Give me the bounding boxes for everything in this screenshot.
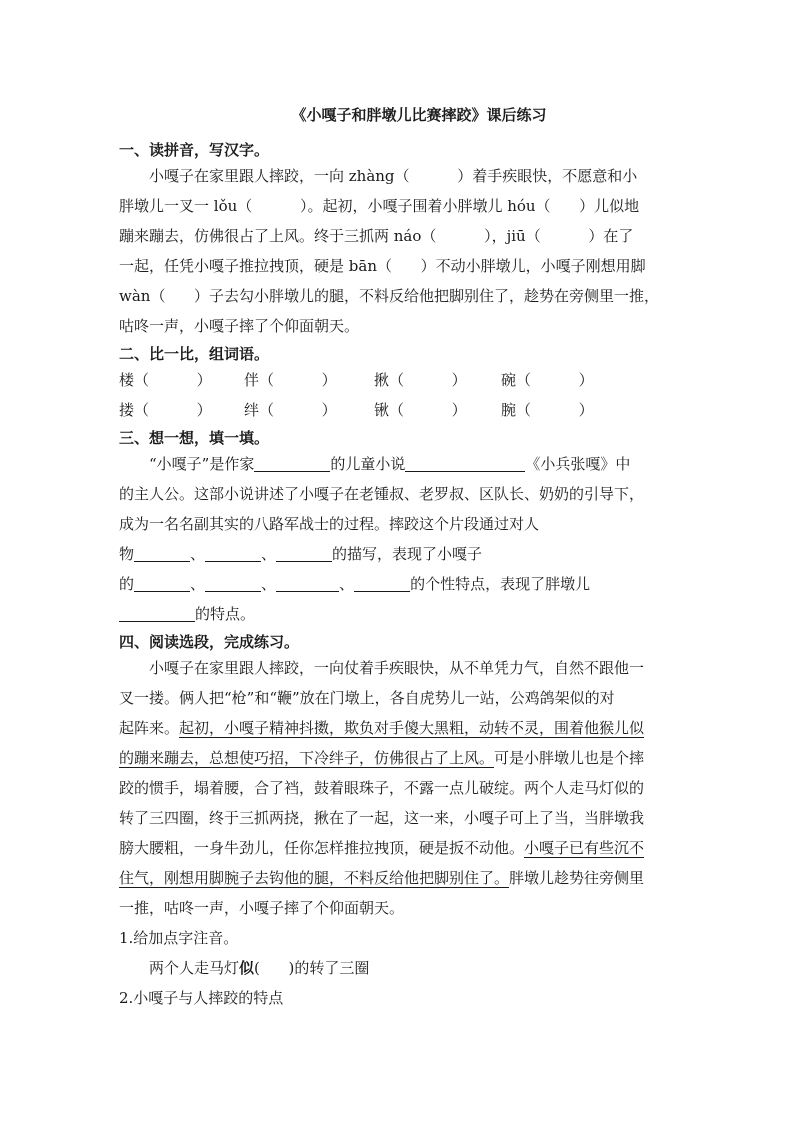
separator: 、 (190, 545, 206, 563)
section3-text: 物 (119, 545, 135, 563)
worksheet-content (119, 104, 679, 1013)
section1-line-1: 小嘎子在家里跟人摔跤，一向 zhàng（ ）着手疾眼快，不愿意和小 (149, 167, 638, 185)
section1-line-5: wàn（ ）子去勾小胖墩儿的腿，不料反给他把脚别住了，趁势在旁侧里一推， (119, 287, 660, 305)
passage-line-5: 跤的惯手，塌着腰，合了裆，鼓着眼珠子，不露一点儿破绽。两个人走马灯似的 (119, 779, 645, 797)
section1-line-4: 一起，任凭小嘎子推拉拽顶，硬是 bān（ ）不动小胖墩儿，小嘎子刚想用脚 (119, 257, 646, 275)
description-blank-1[interactable] (134, 545, 190, 562)
trait-blank-4[interactable] (354, 575, 410, 592)
section3-line-1 (119, 449, 679, 479)
word-compare-row-1 (119, 365, 679, 395)
pangdun-trait-blank[interactable] (119, 605, 195, 622)
section3-text: 的儿童小说 (330, 455, 406, 473)
trait-blank-3[interactable] (276, 575, 339, 592)
question-1-item (119, 953, 679, 983)
author-blank[interactable] (254, 455, 330, 472)
dotted-character: 似 (239, 959, 255, 977)
compare-cell: 锹（ ） (374, 401, 467, 419)
section4-heading: 四、阅读选段，完成练习。 (119, 633, 300, 651)
novel-type-blank[interactable] (405, 455, 525, 472)
section3-text: 的个性特点，表现了胖墩儿 (410, 575, 591, 593)
compare-cell: 伴（ ） (244, 371, 337, 389)
passage-text: 胖墩儿趁势往旁侧里 (509, 869, 645, 887)
section3-text: 的描写，表现了小嘎子 (332, 545, 483, 563)
section3-line-5 (119, 569, 679, 599)
passage-line-4 (119, 743, 679, 773)
compare-cell: 碗（ ） (501, 371, 594, 389)
question-1: 1.给加点字注音。 (119, 929, 239, 947)
section1-line-3: 蹦来蹦去，仿佛很占了上风。终于三抓两 náo（ ），jiū（ ）在了 (119, 227, 634, 245)
passage-line-7 (119, 833, 679, 863)
passage-text: 可是小胖墩儿也是个摔 (494, 749, 645, 767)
section2-heading: 二、比一比，组词语。 (119, 345, 270, 363)
passage-line-6: 转了三四圈，终于三抓两挠，揪在了一起，这一来，小嘎子可上了当，当胖墩我 (119, 809, 645, 827)
description-blank-3[interactable] (276, 545, 332, 562)
section3-line-3: 成为一名名副其实的八路军战士的过程。摔跤这个片段通过对人 (119, 515, 540, 533)
underlined-passage: 的蹦来蹦去，总想使巧招，下冷绊子，仿佛很占了上风。 (119, 749, 495, 767)
compare-cell: 绊（ ） (244, 401, 337, 419)
section1-line-2: 胖墩儿一叉一 lǒu（ ）。起初，小嘎子围着小胖墩儿 hóu（ ）儿似地 (119, 197, 640, 215)
trait-blank-2[interactable] (205, 575, 261, 592)
compare-cell: 腕（ ） (501, 401, 594, 419)
section3-line-6 (119, 599, 679, 629)
separator: 、 (261, 575, 277, 593)
compare-cell: 揪（ ） (374, 371, 467, 389)
description-blank-2[interactable] (205, 545, 261, 562)
compare-cell: 搂（ ） (119, 401, 212, 419)
separator: 、 (261, 545, 277, 563)
passage-line-2: 叉一搂。俩人把“枪”和“鞭”放在门墩上，各自虎势儿一站，公鸡鸽架似的对 (119, 689, 615, 707)
underlined-passage: 起初，小嘎子精神抖擞，欺负对手傻大黑粗，动转不灵，围着他猴儿似 (179, 719, 645, 737)
passage-text: 起阵来。 (119, 719, 180, 737)
underlined-passage: 小嘎子已有些沉不 (524, 839, 645, 857)
page-title: 《小嘎子和胖墩儿比赛摔跤》课后练习 (291, 106, 547, 124)
section3-text: 《小兵张嘎》中 (525, 455, 631, 473)
word-compare-row-2 (119, 395, 679, 425)
section3-text: 的特点。 (195, 605, 256, 623)
passage-line-9: 一推，咕咚一声，小嘎子摔了个仰面朝天。 (119, 899, 405, 917)
compare-cell: 楼（ ） (119, 371, 212, 389)
section3-heading: 三、想一想，填一填。 (119, 429, 270, 447)
underlined-passage: 住气，刚想用脚腕子去钩他的腿，不料反给他把脚别住了。 (119, 869, 510, 887)
section3-text: 的 (119, 575, 135, 593)
section1-line-6: 咕咚一声，小嘎子摔了个仰面朝天。 (119, 317, 360, 335)
passage-text: 膀大腰粗，一身牛劲儿，任你怎样推拉拽顶，硬是扳不动他。 (119, 839, 525, 857)
passage-line-8 (119, 863, 679, 893)
passage-line-1: 小嘎子在家里跟人摔跤，一向仗着手疾眼快，从不单凭力气，自然不跟他一 (149, 659, 645, 677)
section3-text: “小嘎子”是作家 (149, 455, 255, 473)
section1-heading: 一、读拼音，写汉字。 (119, 141, 270, 159)
separator: 、 (339, 575, 355, 593)
separator: 、 (190, 575, 206, 593)
section3-line-4 (119, 539, 679, 569)
trait-blank-1[interactable] (134, 575, 190, 592)
section3-line-2: 的主人公。这部小说讲述了小嘎子在老锺叔、老罗叔、区队长、奶奶的引导下， (119, 485, 645, 503)
question-text: 两个人走马灯 (149, 959, 240, 977)
question-2: 2.小嘎子与人摔跤的特点 (119, 989, 284, 1007)
passage-line-3 (119, 713, 679, 743)
pinyin-answer-blank[interactable]: ( )的转了三圈 (254, 959, 370, 977)
